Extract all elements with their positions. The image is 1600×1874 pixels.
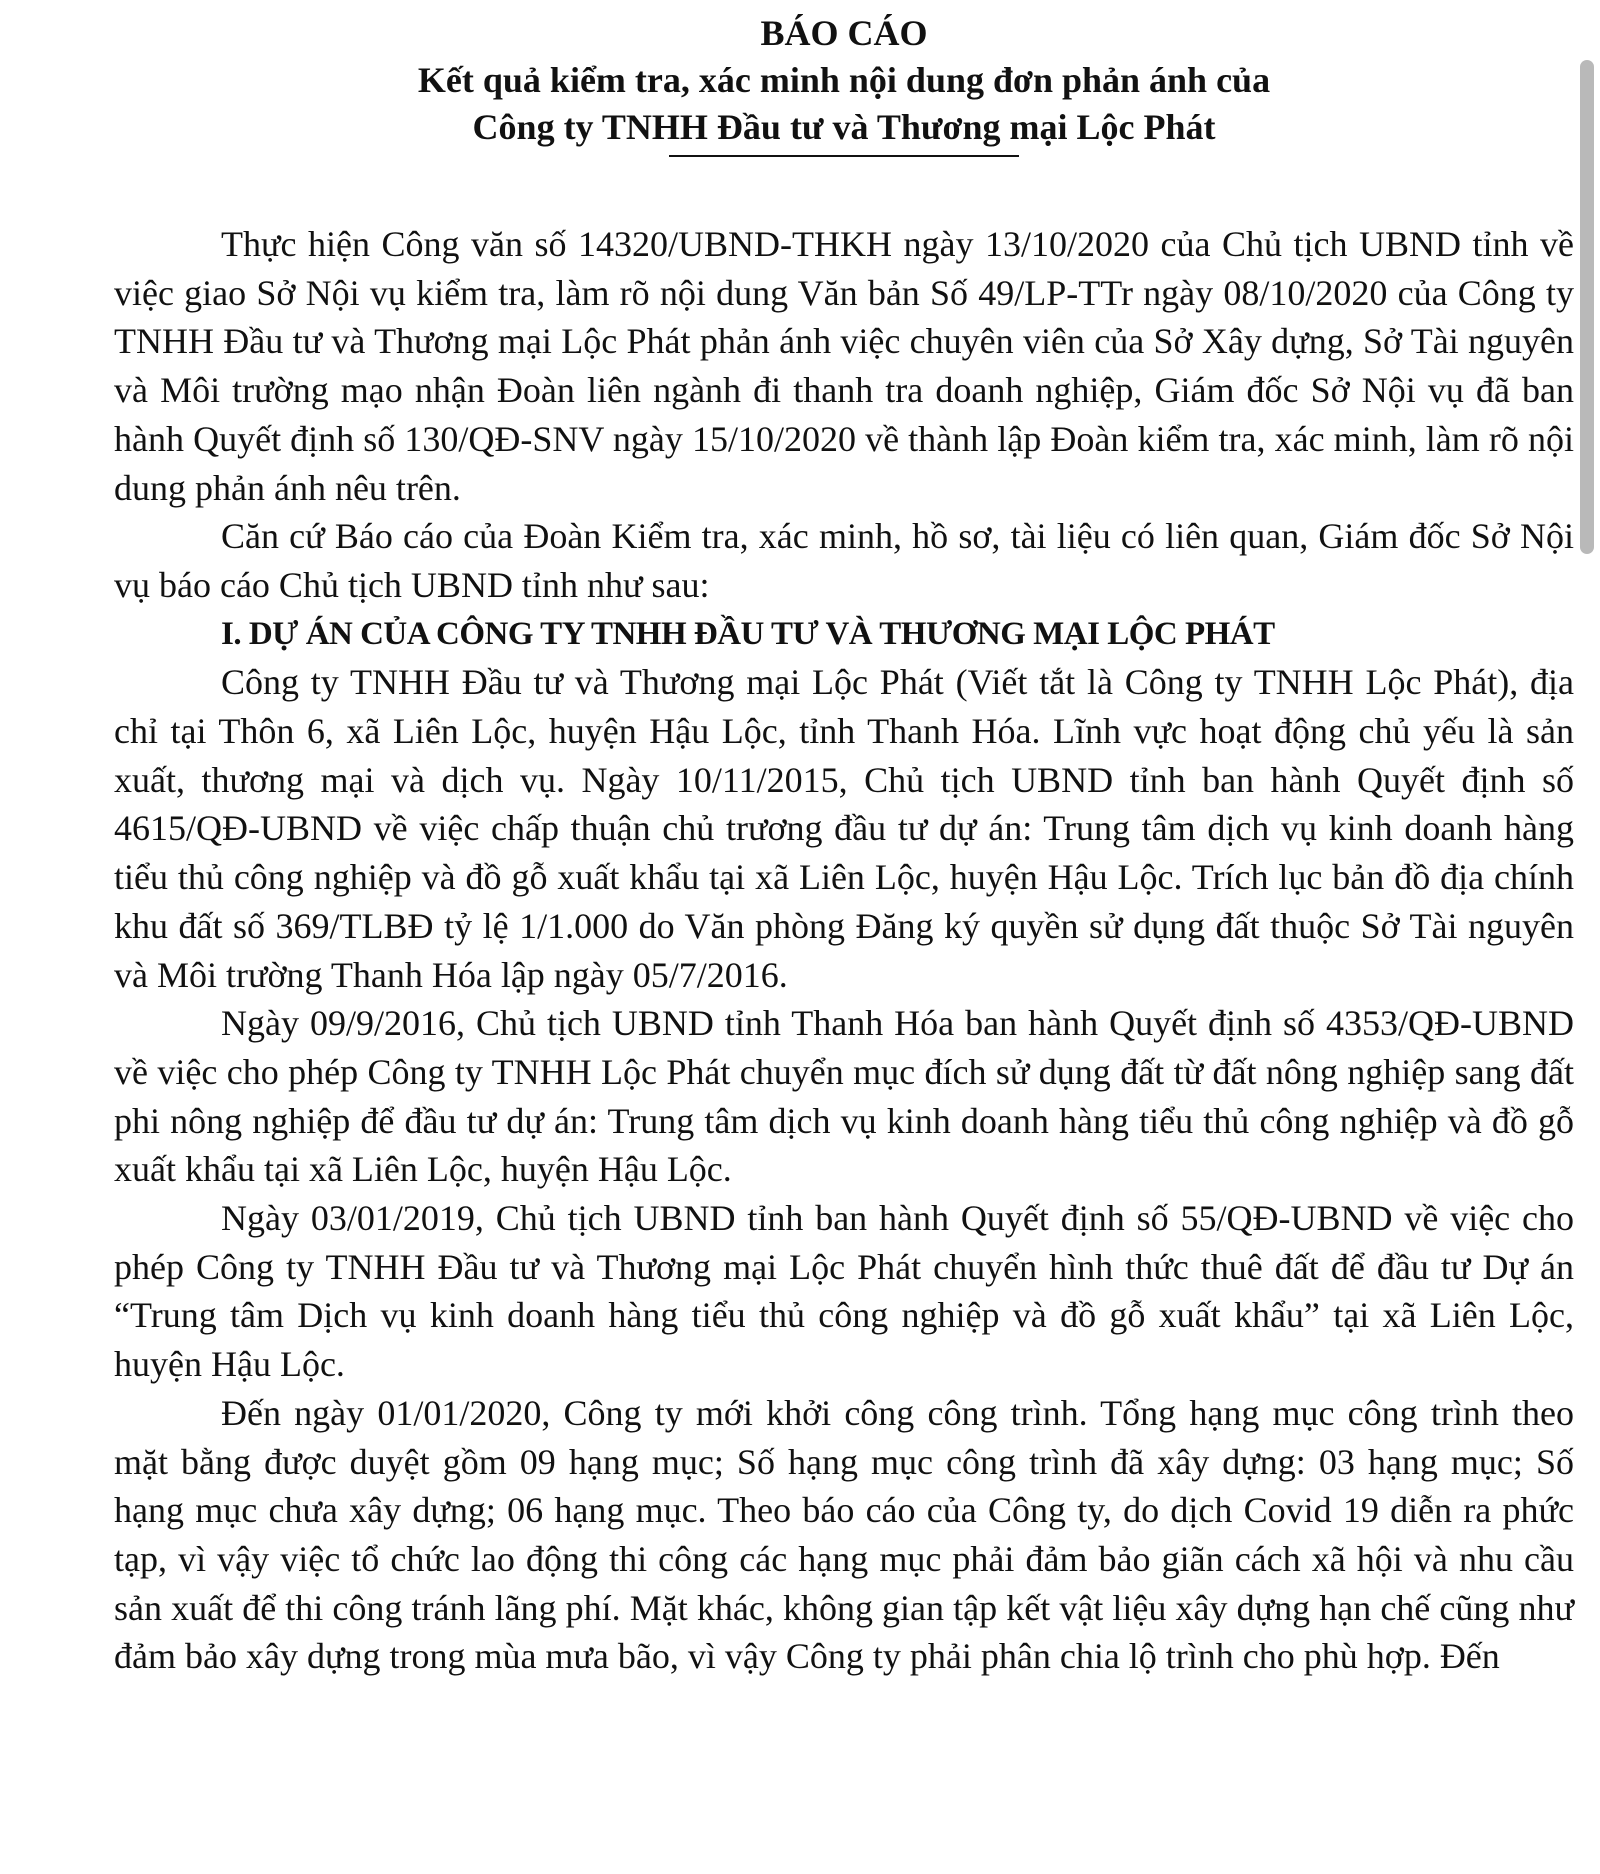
section-paragraph: Đến ngày 01/01/2020, Công ty mới khởi công công trình. Tổng hạng mục công trình theo mặt bằng được duyệt gồm 09 hạng mục; Số hạng mục công trình đã xây dựng: 03 hạng mục; Số hạng mục chưa xây dựng; 06 hạng mục. Theo báo cáo của Công ty, do dịch Covid 19 diễn ra phức tạp, vì vậy việc tổ chức lao động thi công các hạng mục phải đảm bảo giãn cách xã hội và nhu cầu sản xuất để thi công tránh lãng phí. Mặt khác, không gian tập kết vật liệu xây dựng hạn chế cũng như đảm bảo xây dựng trong mùa mưa bão, vì vậy Công ty phải phân chia lộ trình cho phù hợp. Đến xyxy=(114,1392,1574,1677)
section-paragraph: Công ty TNHH Đầu tư và Thương mại Lộc Phát (Viết tắt là Công ty TNHH Lộc Phát), địa chỉ tại Thôn 6, xã Liên Lộc, huyện Hậu Lộc, tỉnh Thanh Hóa. Lĩnh vực hoạt động chủ yếu là sản xuất, thương mại và dịch vụ. Ngày 10/11/2015, Chủ tịch UBND tỉnh ban hành Quyết định số 4615/QĐ-UBND về việc chấp thuận chủ trương đầu tư dự án: Trung tâm dịch vụ kinh doanh hàng tiểu thủ công nghiệp và đồ gỗ xuất khẩu tại xã Liên Lộc, huyện Hậu Lộc. Trích lục bản đồ địa chính khu đất số 369/TLBĐ tỷ lệ 1/1.000 do Văn phòng Đăng ký quyền sử dụng đất thuộc Sở Tài nguyên và Môi trường Thanh Hóa lập ngày 05/7/2016. xyxy=(114,662,1574,995)
section-paragraph: Ngày 03/01/2019, Chủ tịch UBND tỉnh ban hành Quyết định số 55/QĐ-UBND về việc cho phép Công ty TNHH Đầu tư và Thương mại Lộc Phát chuyển hình thức thuê đất để đầu tư Dự án “Trung tâm Dịch vụ kinh doanh hàng tiểu thủ công nghiệp và đồ gỗ xuất khẩu” tại xã Liên Lộc, huyện Hậu Lộc. xyxy=(114,1198,1574,1385)
report-title: BÁO CÁO xyxy=(760,13,928,53)
intro-paragraph: Thực hiện Công văn số 14320/UBND-THKH ngày 13/10/2020 của Chủ tịch UBND tỉnh về việc giao Sở Nội vụ kiểm tra, làm rõ nội dung Văn bản Số 49/LP-TTr ngày 08/10/2020 của Công ty TNHH Đầu tư và Thương mại Lộc Phát phản ánh việc chuyên viên của Sở Xây dựng, Sở Tài nguyên và Môi trường mạo nhận Đoàn liên ngành đi thanh tra doanh nghiệp, Giám đốc Sở Nội vụ đã ban hành Quyết định số 130/QĐ-SNV ngày 15/10/2020 về thành lập Đoàn kiểm tra, xác minh, làm rõ nội dung phản ánh nêu trên. xyxy=(114,224,1574,508)
document-body xyxy=(114,10,1574,1681)
scrollbar-thumb[interactable] xyxy=(1580,60,1594,554)
report-subtitle-line-1: Kết quả kiểm tra, xác minh nội dung đơn phản ánh của xyxy=(417,60,1271,100)
report-content xyxy=(114,220,1574,1681)
title-underline xyxy=(669,155,1019,157)
section-paragraph: Ngày 09/9/2016, Chủ tịch UBND tỉnh Thanh Hóa ban hành Quyết định số 4353/QĐ-UBND về việc cho phép Công ty TNHH Lộc Phát chuyển mục đích sử dụng đất từ đất nông nghiệp sang đất phi nông nghiệp để đầu tư dự án: Trung tâm dịch vụ kinh doanh hàng tiểu thủ công nghiệp và đồ gỗ xuất khẩu tại xã Liên Lộc, huyện Hậu Lộc. xyxy=(114,1003,1574,1190)
vertical-scrollbar[interactable] xyxy=(1580,60,1594,1874)
report-subtitle-line-2: Công ty TNHH Đầu tư và Thương mại Lộc Phát xyxy=(472,107,1216,147)
section-heading-1: I. DỰ ÁN CỦA CÔNG TY TNHH ĐẦU TƯ VÀ THƯƠNG MẠI LỘC PHÁT xyxy=(221,615,1275,652)
basis-paragraph: Căn cứ Báo cáo của Đoàn Kiểm tra, xác minh, hồ sơ, tài liệu có liên quan, Giám đốc Sở Nội vụ báo cáo Chủ tịch UBND tỉnh như sau: xyxy=(114,516,1574,605)
